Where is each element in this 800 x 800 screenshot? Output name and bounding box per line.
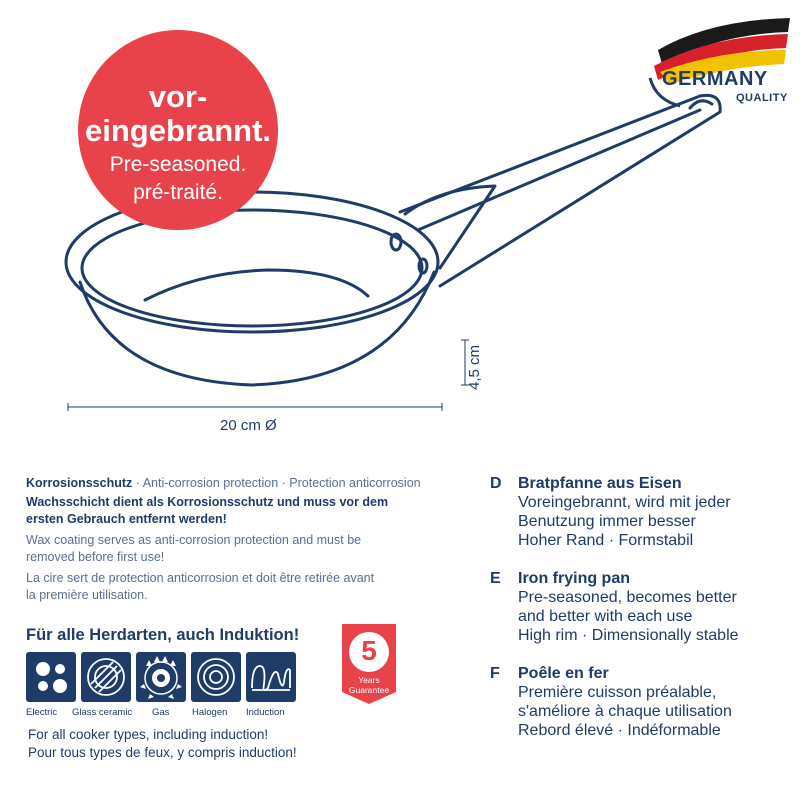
gas-burner-icon [136, 652, 186, 702]
guarantee-badge [340, 622, 398, 706]
guarantee-number: 5 [361, 635, 377, 666]
corrosion-fr-line-1: La cire sert de protection anticorrosion et doit être retirée avant [26, 571, 375, 585]
cooktop-label-induction: Induction [246, 707, 285, 718]
language-line: Première cuisson préalable, [518, 684, 717, 701]
corrosion-label-en: Anti-corrosion protection [142, 476, 279, 490]
cooktop-label-glass-ceramic: Glass ceramic [72, 707, 133, 718]
corrosion-sep-2: · [278, 476, 290, 490]
germany-subtitle: QUALITY [736, 92, 788, 104]
pre-seasoned-badge [78, 30, 278, 230]
corrosion-en-line-2: removed before first use! [26, 550, 165, 564]
height-dimension: 4,5 cm [466, 344, 483, 390]
language-code-de: D [490, 475, 502, 492]
all-cooker-fr: Pour tous types de feux, y compris induction! [28, 745, 297, 760]
corrosion-de-line-2: ersten Gebrauch entfernt werden! [26, 512, 227, 526]
guarantee-line-1: Years [358, 675, 380, 685]
all-cooker-en: For all cooker types, including induction! [28, 727, 269, 742]
induction-coil-icon [246, 652, 296, 702]
cooktop-headline: Für alle Herdarten, auch Induktion! [26, 626, 300, 644]
cooktop-label-halogen: Halogen [192, 707, 228, 718]
language-block-fr [490, 664, 790, 744]
language-line: Benutzung immer besser [518, 513, 696, 530]
language-line: s'améliore à chaque utilisation [518, 703, 732, 720]
language-line: and better with each use [518, 608, 693, 625]
corrosion-de [26, 494, 466, 528]
germany-title: GERMANY [662, 68, 768, 90]
corrosion-en-line-1: Wax coating serves as anti-corrosion protection and must be [26, 533, 362, 547]
language-line: Rebord élevé · Indéformable [518, 722, 721, 739]
guarantee-line-2: Guarantee [348, 685, 390, 695]
germany-quality-logo [640, 10, 795, 115]
corrosion-fr [26, 570, 466, 604]
corrosion-de-line-1: Wachsschicht dient als Korrosionsschutz und muss vor dem [26, 495, 389, 509]
cooktop-label-gas: Gas [152, 707, 170, 718]
language-block-en [490, 569, 790, 649]
corrosion-sep-1: · [132, 476, 143, 490]
language-line: Hoher Rand · Formstabil [518, 532, 694, 549]
language-line: Voreingebrannt, wird mit jeder [518, 494, 731, 511]
cooktop-label-electric: Electric [26, 707, 58, 718]
badge-line-3: Pre-seasoned. [109, 153, 247, 176]
language-title-en: Iron frying pan [518, 570, 630, 587]
glass-ceramic-icon [81, 652, 131, 702]
electric-hob-icon [26, 652, 76, 702]
width-dimension: 20 cm Ø [220, 417, 277, 434]
corrosion-label [26, 475, 466, 492]
badge-line-1: vor- [148, 79, 208, 114]
corrosion-en [26, 532, 466, 566]
corrosion-label-fr: Protection anticorrosion [289, 476, 421, 490]
corrosion-fr-line-2: la première utilisation. [26, 588, 148, 602]
corrosion-label-de: Korrosionsschutz [26, 476, 133, 490]
language-title-de: Bratpfanne aus Eisen [518, 475, 682, 492]
language-line: High rim · Dimensionally stable [518, 627, 739, 644]
halogen-icon [191, 652, 241, 702]
corrosion-info [26, 475, 466, 604]
language-title-fr: Poêle en fer [518, 665, 609, 682]
language-code-fr: F [490, 665, 500, 682]
badge-line-2: eingebrannt. [84, 113, 271, 148]
language-line: Pre-seasoned, becomes better [518, 589, 737, 606]
all-cooker-types [28, 726, 297, 762]
language-code-en: E [490, 570, 501, 587]
language-block-de [490, 474, 790, 554]
badge-line-4: pré-traité. [133, 181, 223, 204]
